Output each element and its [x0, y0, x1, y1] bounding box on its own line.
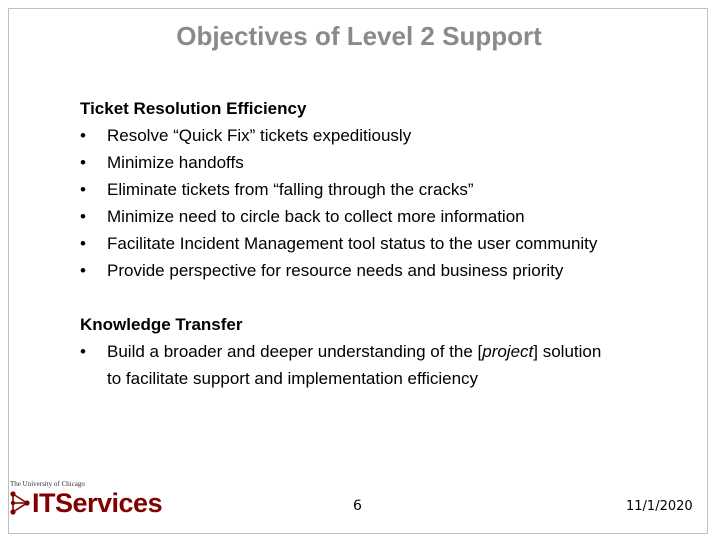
section-heading-ticket-resolution: Ticket Resolution Efficiency	[80, 99, 307, 118]
bullet-dot: •	[80, 153, 86, 172]
slide-date: 11/1/2020	[626, 499, 693, 514]
bullet-text	[107, 342, 601, 362]
bullet-text-pre: Build a broader and deeper understanding of the [	[107, 342, 483, 361]
bullet-text-post: ] solution	[533, 342, 602, 361]
section-heading-knowledge-transfer: Knowledge Transfer	[80, 315, 243, 334]
page-number: 6	[353, 498, 362, 514]
bullet-dot: •	[80, 261, 86, 280]
bullet-text: Eliminate tickets from “falling through the cracks”	[107, 180, 474, 199]
slide-title: Objectives of Level 2 Support	[176, 21, 542, 51]
bullet-text: Minimize need to circle back to collect more information	[107, 207, 525, 226]
bullet-text: Facilitate Incident Management tool status to the user community	[107, 234, 598, 253]
logo-university-name: The University of Chicago	[10, 480, 85, 488]
bullet-dot: •	[80, 207, 86, 226]
logo-network-icon	[10, 491, 30, 515]
bullet-text: Minimize handoffs	[107, 153, 244, 172]
bullet-dot: •	[80, 126, 86, 145]
bullet-continuation: to facilitate support and implementation efficiency	[107, 369, 479, 388]
logo-wordmark: ITServices	[32, 488, 163, 518]
bullet-dot: •	[80, 342, 86, 361]
bullet-text: Resolve “Quick Fix” tickets expeditiously	[107, 126, 412, 145]
slide	[8, 8, 708, 534]
bullet-dot: •	[80, 234, 86, 253]
it-services-logo	[6, 480, 166, 520]
bullet-text-emphasis: project	[482, 342, 534, 361]
bullet-text: Provide perspective for resource needs and business priority	[107, 261, 564, 280]
bullet-dot: •	[80, 180, 86, 199]
